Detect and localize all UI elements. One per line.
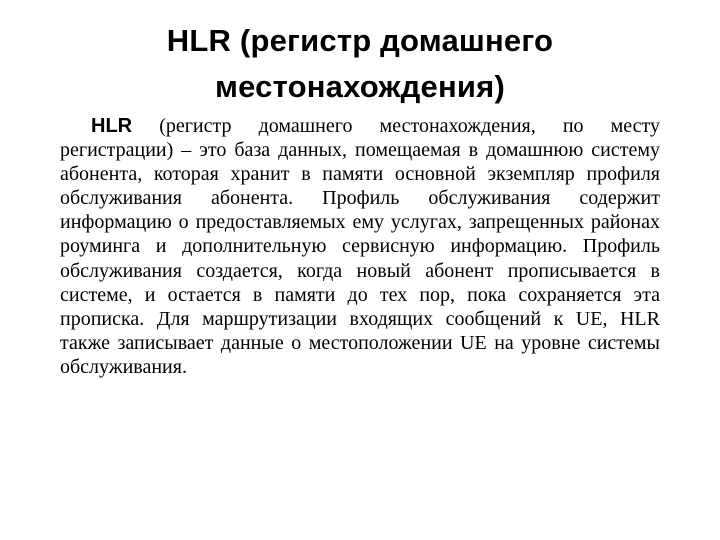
slide-title (60, 18, 660, 110)
paragraph-text: (регистр домашнего местонахождения, по месту регистрации) – это база данных, помещаемая в домашнюю систему абонента, которая хранит в памяти основной экземпляр профиля обслуживания абонента. Профиль обслуживания содержит информацию о предоставляемых ему услугах, запрещенных районах роуминга и дополнительную сервисную информацию. Профиль обслуживания создается, когда новый абонент прописывается в системе, и остается в памяти до тех пор, пока сохраняется эта прописка. Для маршрутизации входящих сообщений к UE, HLR также записывает данные о местоположении UE на уровне системы обслуживания. (60, 115, 660, 378)
body-paragraph (60, 114, 660, 379)
paragraph-lead-term: HLR (91, 115, 133, 137)
slide-title-line-1: HLR (регистр домашнего (166, 23, 554, 58)
slide-title-line-2: местонахождения) (215, 69, 505, 104)
